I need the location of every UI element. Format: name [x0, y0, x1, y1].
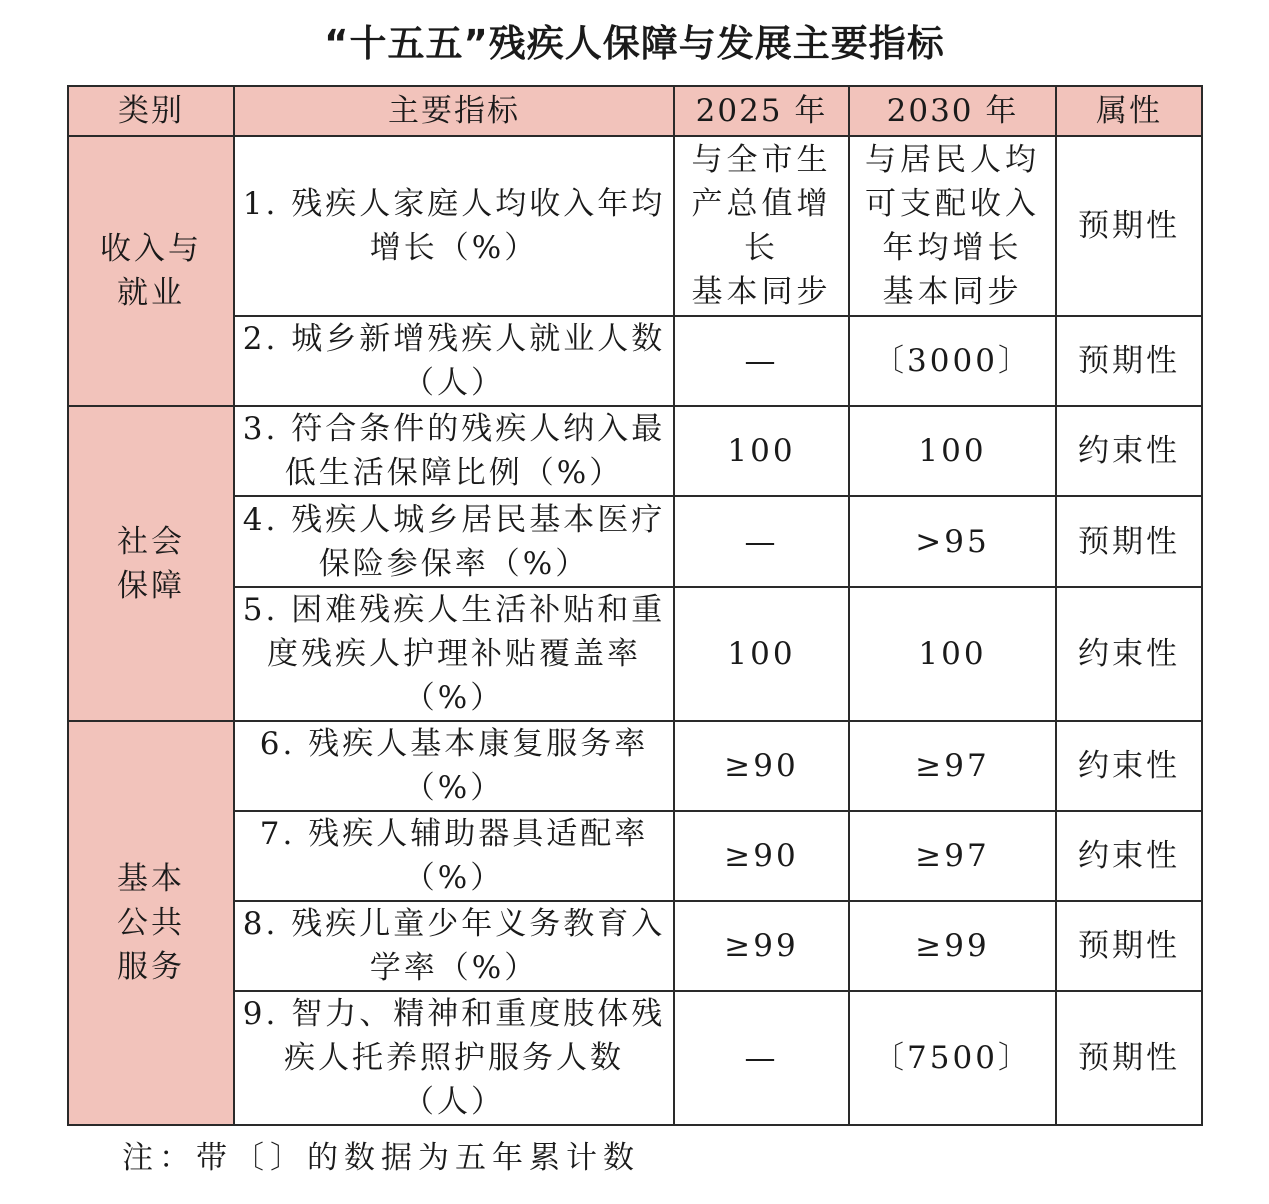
value-2025-cell: 100: [674, 587, 849, 721]
indicator-cell: 2. 城乡新增残疾人就业人数（人）: [234, 316, 674, 406]
indicator-cell: 9. 智力、精神和重度肢体残疾人托养照护服务人数（人）: [234, 991, 674, 1125]
table-row: [68, 721, 1202, 811]
value-2030-cell: 与居民人均可支配收入年均增长 基本同步: [849, 136, 1056, 316]
value-2025-cell: 100: [674, 406, 849, 496]
table-row: [68, 991, 1202, 1125]
attribute-cell: 预期性: [1056, 496, 1202, 587]
indicator-cell: 7. 残疾人辅助器具适配率（%）: [234, 811, 674, 901]
indicator-cell: 1. 残疾人家庭人均收入年均增长（%）: [234, 136, 674, 316]
table-header-row: [68, 86, 1202, 136]
indicator-cell: 6. 残疾人基本康复服务率（%）: [234, 721, 674, 811]
attribute-cell: 约束性: [1056, 587, 1202, 721]
value-2025-cell: ≥90: [674, 811, 849, 901]
value-2030-cell: ≥99: [849, 901, 1056, 991]
header-indicator: 主要指标: [234, 86, 674, 136]
value-2025-cell: 与全市生产总值增长 基本同步: [674, 136, 849, 316]
indicator-cell: 3. 符合条件的残疾人纳入最低生活保障比例（%）: [234, 406, 674, 496]
category-label: 基本公共服务: [117, 861, 185, 985]
header-2025: 2025 年: [674, 86, 849, 136]
indicators-table: [67, 85, 1203, 1126]
table-row: [68, 136, 1202, 316]
attribute-cell: 预期性: [1056, 901, 1202, 991]
table-row: [68, 901, 1202, 991]
value-2025-cell: —: [674, 316, 849, 406]
category-cell-public: [68, 721, 234, 1125]
header-2030: 2030 年: [849, 86, 1056, 136]
table-row: [68, 406, 1202, 496]
value-2030-cell: ≥97: [849, 721, 1056, 811]
attribute-cell: 预期性: [1056, 316, 1202, 406]
value-2030-cell: 〔3000〕: [849, 316, 1056, 406]
indicator-cell: 4. 残疾人城乡居民基本医疗保险参保率（%）: [234, 496, 674, 587]
attribute-cell: 预期性: [1056, 991, 1202, 1125]
value-2025-cell: —: [674, 496, 849, 587]
value-2025-cell: ≥99: [674, 901, 849, 991]
page-title: “十五五”残疾人保障与发展主要指标: [324, 22, 945, 65]
table-note: 注：带〔〕的数据为五年累计数: [122, 1140, 640, 1176]
category-cell-social: [68, 406, 234, 721]
value-2030-cell: 〔7500〕: [849, 991, 1056, 1125]
category-label: 社会保障: [117, 523, 185, 604]
table-row: [68, 587, 1202, 721]
attribute-cell: 约束性: [1056, 406, 1202, 496]
value-2025-cell: ≥90: [674, 721, 849, 811]
value-2025-cell: —: [674, 991, 849, 1125]
category-cell-income: [68, 136, 234, 406]
attribute-cell: 约束性: [1056, 811, 1202, 901]
indicator-cell: 8. 残疾儿童少年义务教育入学率（%）: [234, 901, 674, 991]
value-2030-cell: >95: [849, 496, 1056, 587]
attribute-cell: 约束性: [1056, 721, 1202, 811]
table-row: [68, 496, 1202, 587]
table-row: [68, 811, 1202, 901]
header-attribute: 属性: [1056, 86, 1202, 136]
category-label: 收入与就业: [100, 231, 202, 311]
value-2030-cell: ≥97: [849, 811, 1056, 901]
value-2030-cell: 100: [849, 406, 1056, 496]
value-2030-cell: 100: [849, 587, 1056, 721]
attribute-cell: 预期性: [1056, 136, 1202, 316]
header-category: 类别: [68, 86, 234, 136]
table-row: [68, 316, 1202, 406]
indicator-cell: 5. 困难残疾人生活补贴和重度残疾人护理补贴覆盖率（%）: [234, 587, 674, 721]
